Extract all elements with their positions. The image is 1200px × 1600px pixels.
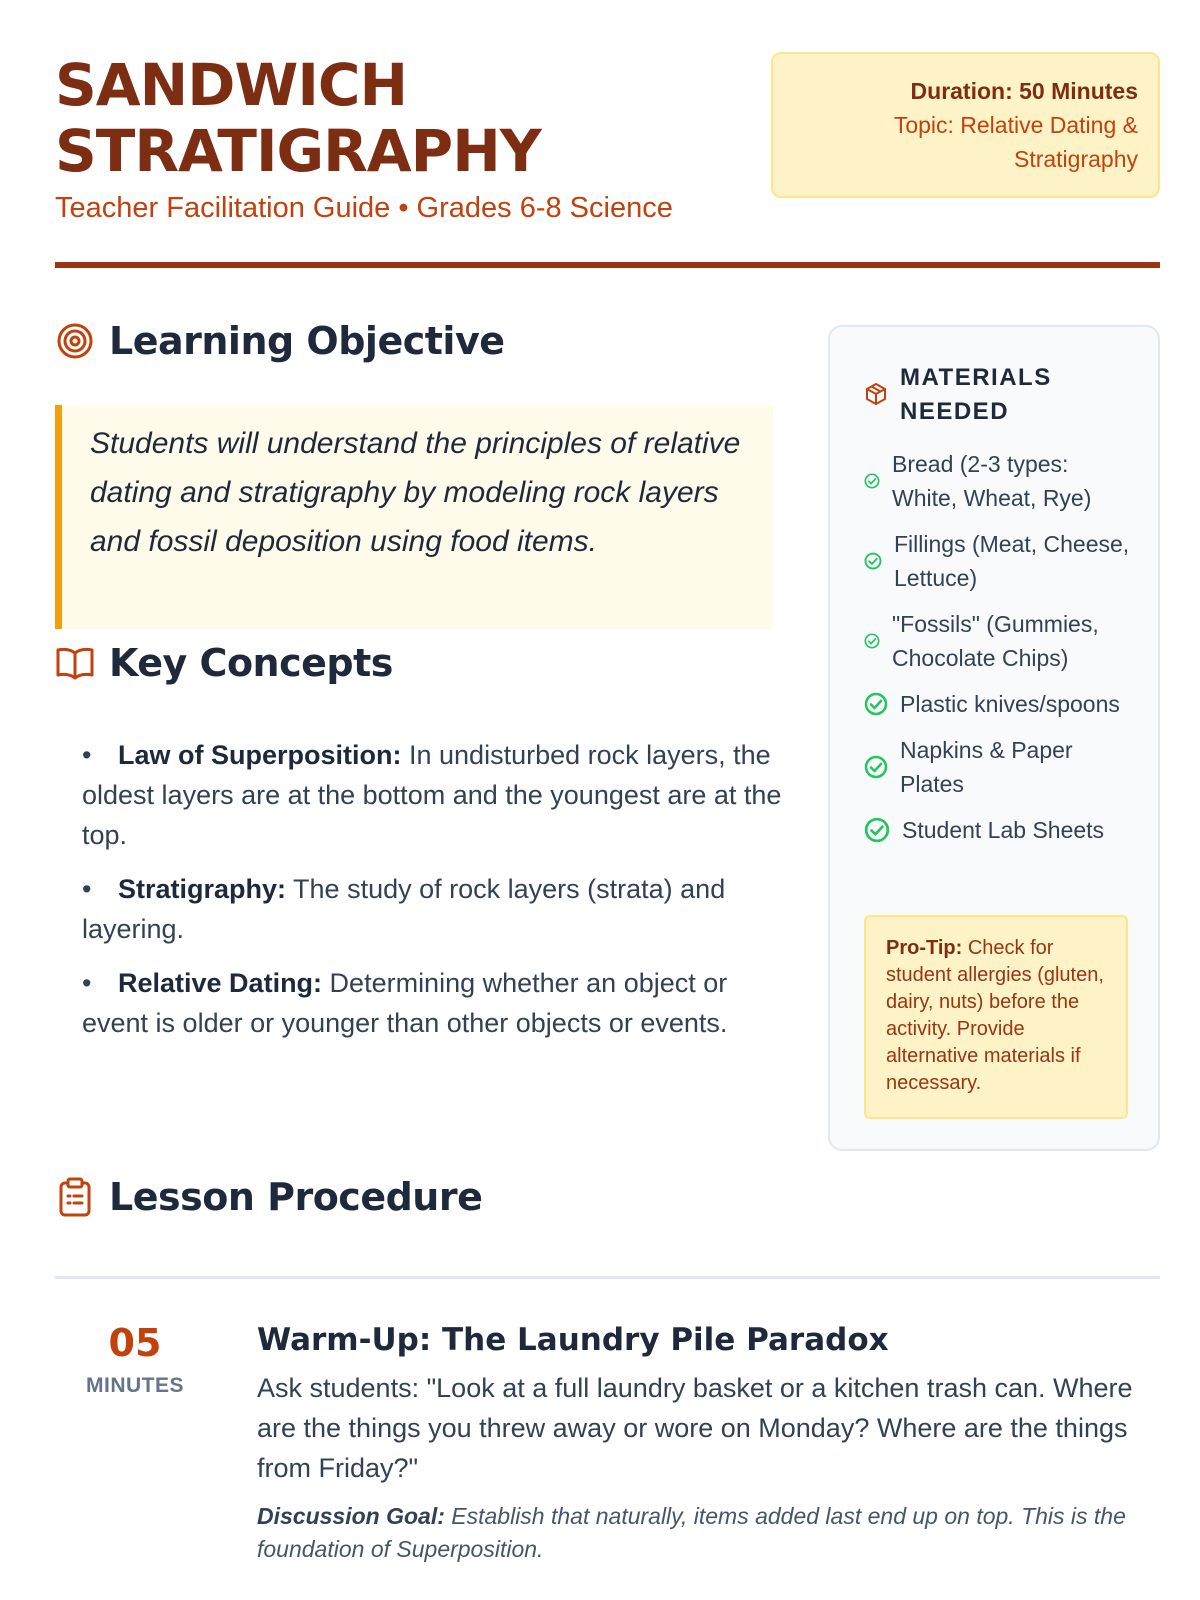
check-circle-icon: [864, 755, 888, 779]
concept-term: Relative Dating:: [118, 968, 323, 998]
pro-tip-text: [886, 935, 1108, 1097]
materials-title: MATERIALS NEEDED: [900, 364, 1052, 425]
material-item: [864, 527, 1134, 595]
procedure-divider: [55, 1276, 1160, 1279]
concept-definition: In undisturbed rock layers, the oldest layers are at the bottom and the youngest are at the top.: [82, 740, 782, 850]
concept-definition: The study of rock layers (strata) and layering.: [82, 874, 726, 944]
materials-heading: [864, 361, 1080, 429]
step-minutes: 05: [108, 1321, 162, 1365]
check-circle-icon: [864, 692, 888, 716]
check-circle-icon: [864, 473, 880, 489]
step-minutes-unit: MINUTES: [86, 1374, 184, 1397]
material-item: [864, 733, 1134, 801]
learning-objective-heading: [55, 319, 505, 363]
concept-item: [82, 963, 782, 1043]
pro-tip-body: Check for student allergies (gluten, dairy, nuts) before the activity. Provide alternative materials if necessary.: [886, 937, 1104, 1094]
objective-callout: [55, 405, 773, 629]
page-subtitle: Teacher Facilitation Guide • Grades 6-8 Science: [55, 192, 673, 224]
pro-tip-label: Pro-Tip:: [886, 937, 963, 959]
goal-text: Establish that naturally, items added last end up on top. This is the foundation of Superposition.: [257, 1503, 1126, 1562]
material-item: [864, 687, 1134, 721]
page-title: [55, 52, 755, 184]
pro-tip-box: [864, 915, 1128, 1119]
material-item: [864, 447, 1134, 515]
duration-box: [771, 52, 1160, 198]
check-circle-icon: [864, 817, 890, 843]
check-circle-icon: [864, 633, 880, 649]
header: [55, 52, 1160, 270]
target-icon: [55, 321, 95, 361]
concept-term: Stratigraphy:: [118, 874, 287, 904]
title-line-1: SANDWICH: [55, 51, 408, 119]
material-item: [864, 813, 1134, 847]
materials-list: [864, 447, 1134, 859]
material-label: Napkins & Paper Plates: [900, 737, 1073, 797]
title-line-2: STRATIGRAPHY: [55, 117, 541, 185]
lesson-procedure-heading: [55, 1175, 482, 1219]
procedure-step: [55, 1320, 1160, 1580]
material-label: Student Lab Sheets: [902, 817, 1105, 843]
materials-card: [828, 325, 1160, 1151]
goal-label: Discussion Goal:: [257, 1503, 445, 1529]
step-description: Ask students: "Look at a full laundry basket or a kitchen trash can. Where are the things you threw away or wore on Monday? Where are the things from Friday?": [257, 1373, 1133, 1483]
section-title: Key Concepts: [109, 641, 393, 685]
bullet: •: [82, 740, 92, 770]
concept-item: [82, 735, 782, 855]
topic-text-2: Stratigraphy: [1013, 146, 1138, 172]
step-discussion-goal: [257, 1500, 1160, 1566]
clipboard-icon: [55, 1177, 95, 1217]
objective-text: Students will understand the principles of relative dating and stratigraphy by modeling rock layers and fossil deposition using food items.: [90, 427, 741, 558]
bullet: •: [82, 968, 92, 998]
bullet: •: [82, 874, 92, 904]
header-divider: [55, 262, 1160, 268]
material-item: [864, 607, 1134, 675]
check-circle-icon: [864, 552, 882, 570]
concept-term: Law of Superposition:: [118, 740, 402, 770]
material-label: Bread (2-3 types: White, Wheat, Rye): [892, 451, 1092, 511]
material-label: "Fossils" (Gummies, Chocolate Chips): [892, 611, 1099, 671]
key-concepts-list: [82, 735, 782, 1057]
step-content: [257, 1320, 1160, 1566]
material-label: Fillings (Meat, Cheese, Lettuce): [894, 531, 1130, 591]
lesson-plan-page: [55, 0, 1160, 1600]
step-title: Warm-Up: The Laundry Pile Paradox: [257, 1322, 889, 1358]
section-title: Lesson Procedure: [109, 1175, 483, 1219]
step-duration: [55, 1320, 215, 1398]
book-icon: [55, 643, 95, 683]
key-concepts-heading: [55, 641, 393, 685]
material-label: Plastic knives/spoons: [900, 691, 1120, 717]
topic-text-1: Topic: Relative Dating &: [893, 112, 1138, 138]
concept-item: [82, 869, 782, 949]
section-title: Learning Objective: [109, 319, 505, 363]
box-icon: [864, 382, 890, 408]
duration-text: Duration: 50 Minutes: [910, 78, 1138, 104]
concept-definition: Determining whether an object or event is older or younger than other objects or events.: [82, 968, 728, 1038]
